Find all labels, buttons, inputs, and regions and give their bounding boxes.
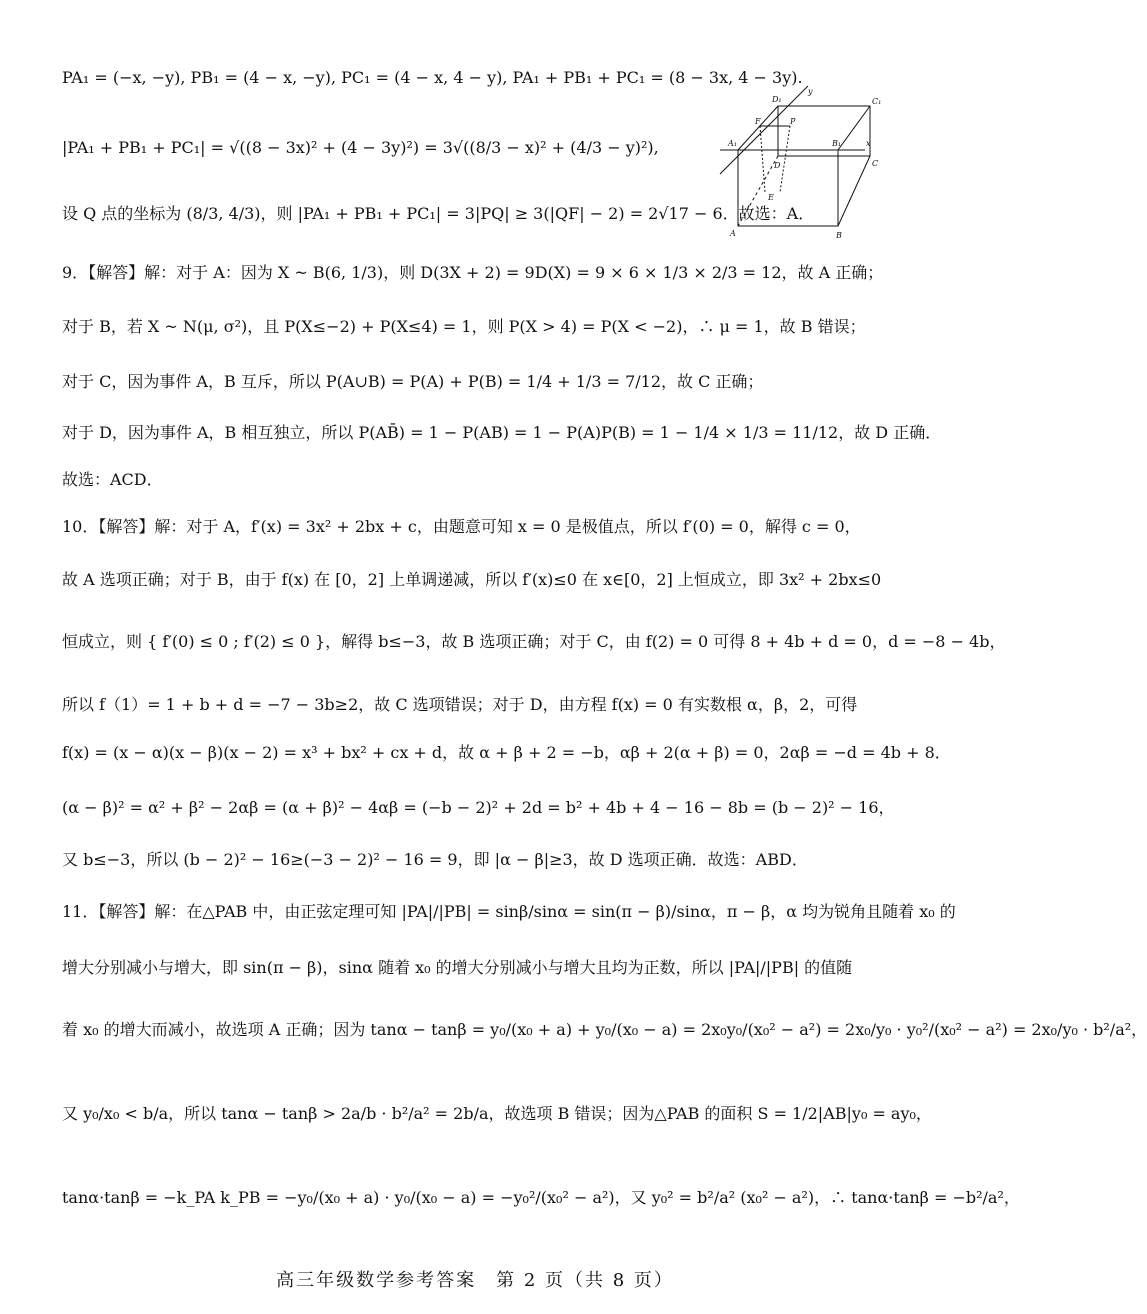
label-e: E [768,193,774,202]
cube-edge-ad [738,156,778,226]
label-c: C [872,159,879,168]
label-b: B [836,231,842,240]
label-y: y [808,87,813,96]
label-a: A [730,229,736,238]
text-line-10: 故 A 选项正确；对于 B，由于 f(x) 在 [0，2] 上单调递减，所以 f′(x)≤0 在 x∈[0，2] 上恒成立，即 3x² + 2bx≤0 [62,570,882,589]
label-b1: B₁ [832,139,842,148]
label-f: F [755,117,761,126]
label-p: P [790,117,796,126]
label-a1: A₁ [728,139,737,148]
cube-front-face [738,150,838,226]
text-line-8: 故选：ACD． [62,470,163,489]
text-line-2: |PA₁ + PB₁ + PC₁| = √((8 − 3x)² + (4 − 3y)²) = 3√((8/3 − x)² + (4/3 − y)²), [62,138,659,157]
text-line-7: 对于 D，因为事件 A，B 相互独立，所以 P(AB̄) = 1 − P(AB) = 1 − P(A)P(B) = 1 − 1/4 × 1/3 = 11/12，故 D 正确． [62,423,942,442]
text-line-17: 增大分别减小与增大，即 sin(π − β)，sinα 随着 x₀ 的增大分别减小与增大且均为正数，所以 |PA|/|PB| 的值随 [62,958,853,977]
text-line-16: 11．【解答】解：在△PAB 中，由正弦定理可知 |PA|/|PB| = sinβ/sinα = sin(π − β)/sinα，π − β，α 均为锐角且随着 x₀ 的 [62,902,956,921]
page-footer: 高三年级数学参考答案 第 2 页（共 8 页） [276,1270,674,1291]
text-line-19: 又 y₀/x₀ < b/a，所以 tanα − tanβ > 2a/b · b²/a² = 2b/a，故选项 B 错误；因为△PAB 的面积 S = 1/2|AB|y₀ = ay₀， [62,1104,932,1123]
text-line-4: 9．【解答】解：对于 A：因为 X ~ B(6, 1/3)，则 D(3X + 2) = 9D(X) = 9 × 6 × 1/3 × 2/3 = 12，故 A 正确； [62,263,884,282]
text-line-14: (α − β)² = α² + β² − 2αβ = (α + β)² − 4αβ = (−b − 2)² + 2d = b² + 4b + 4 − 16 − 8b = (b − 2)² − 16， [62,798,895,817]
text-line-5: 对于 B，若 X ~ N(μ, σ²)，且 P(X≤−2) + P(X≤4) = 1，则 P(X > 4) = P(X < −2)，∴ μ = 1，故 B 错误； [62,317,866,336]
text-line-15: 又 b≤−3，所以 (b − 2)² − 16≥(−3 − 2)² − 16 = 9，即 |α − β|≥3，故 D 选项正确．故选：ABD． [62,850,808,869]
text-line-6: 对于 C，因为事件 A，B 互斥，所以 P(A∪B) = P(A) + P(B) = 1/4 + 1/3 = 7/12，故 C 正确； [62,372,764,391]
label-d: D [774,161,781,170]
segment-fe [760,126,765,192]
label-c1: C₁ [872,97,882,106]
label-d1: D₁ [772,95,782,104]
cube-edge-a1d1 [738,106,778,150]
y-axis [720,86,808,174]
segment-pe [780,126,790,192]
text-line-11: 恒成立，则 { f′(0) ≤ 0 ; f′(2) ≤ 0 }，解得 b≤−3，故 B 选项正确；对于 C，由 f(2) = 0 可得 8 + 4b + d = 0，d = −8 − 4b， [62,632,1006,651]
text-line-20: tanα·tanβ = −k_PA k_PB = −y₀/(x₀ + a) · y₀/(x₀ − a) = −y₀²/(x₀² − a²)，又 y₀² = b²/a² (x₀² − a²)，∴ tanα·tanβ = −b²/a²， [62,1188,1020,1207]
cube-edge-bc [838,156,870,226]
cube-figure [720,86,900,246]
label-x: x [866,139,871,148]
text-line-18: 着 x₀ 的增大而减小，故选项 A 正确；因为 tanα − tanβ = y₀/(x₀ + a) + y₀/(x₀ − a) = 2x₀y₀/(x₀² − a²) = 2x₀/y₀ · y₀²/(x₀² − a²) = 2x₀/y₀ · b²/a²， [62,1020,1147,1039]
text-line-1: PA₁ = (−x, −y), PB₁ = (4 − x, −y), PC₁ = (4 − x, 4 − y), PA₁ + PB₁ + PC₁ = (8 − 3x, 4 − 3y). [62,68,803,87]
text-line-12: 所以 f（1）= 1 + b + d = −7 − 3b≥2，故 C 选项错误；对于 D，由方程 f(x) = 0 有实数根 α，β，2，可得 [62,695,858,714]
cube-top-face [778,106,870,156]
text-line-13: f(x) = (x − α)(x − β)(x − 2) = x³ + bx² + cx + d，故 α + β + 2 = −b，αβ + 2(α + β) = 0，2αβ = −d = 4b + 8． [62,743,951,762]
text-line-9: 10．【解答】解：对于 A，f′(x) = 3x² + 2bx + c，由题意可知 x = 0 是极值点，所以 f′(0) = 0，解得 c = 0， [62,517,861,536]
text-line-3: 设 Q 点的坐标为 (8/3, 4/3)，则 |PA₁ + PB₁ + PC₁| = 3|PQ| ≥ 3(|QF| − 2) = 2√17 − 6．故选：A． [62,204,815,223]
